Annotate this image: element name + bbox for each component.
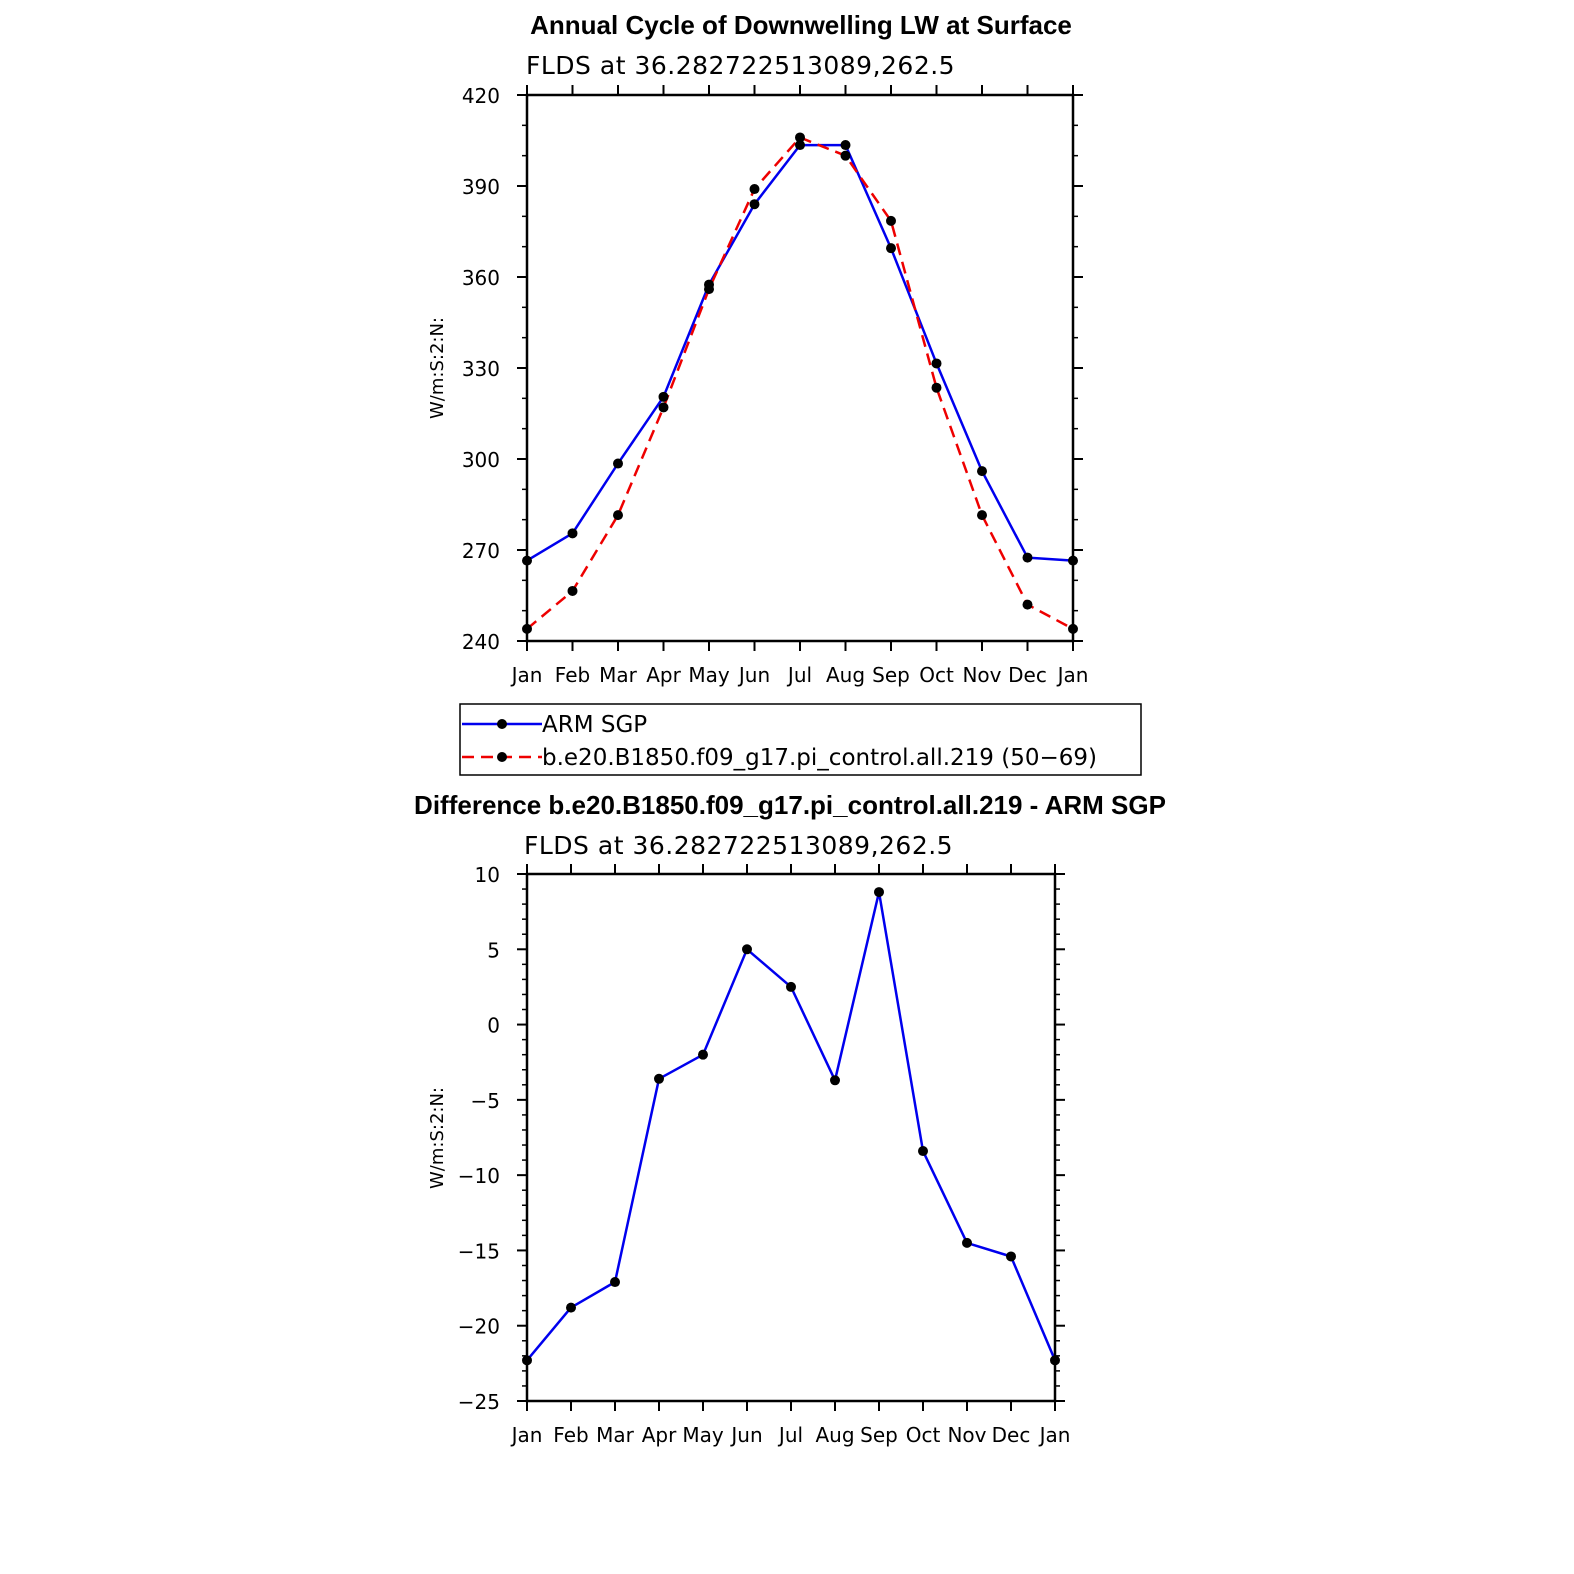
data-point — [1023, 553, 1033, 563]
y-tick-labels — [462, 84, 500, 654]
data-point — [566, 1303, 576, 1313]
data-point — [786, 982, 796, 992]
x-tick-label: Jan — [1039, 1423, 1071, 1447]
y-axis-label: W/m:S:2:N: — [427, 317, 448, 419]
x-tick-label: Nov — [962, 663, 1002, 687]
y-tick-label: −20 — [457, 1314, 500, 1339]
data-point — [704, 284, 714, 294]
chart-subtitle: FLDS at 36.282722513089,262.5 — [524, 831, 954, 860]
legend — [460, 704, 1141, 775]
data-point — [841, 140, 851, 150]
x-tick-label: Jan — [511, 1423, 543, 1447]
x-tick-label: Feb — [553, 1423, 589, 1447]
x-tick-label: Nov — [947, 1423, 987, 1447]
x-tick-label: Mar — [599, 663, 637, 687]
x-tick-label: Sep — [860, 1423, 898, 1447]
data-point — [1023, 600, 1033, 610]
data-point — [932, 383, 942, 393]
data-point — [886, 243, 896, 253]
y-tick-label: −10 — [457, 1164, 500, 1189]
series-group — [522, 887, 1060, 1365]
data-point — [874, 887, 884, 897]
y-tick-labels — [458, 863, 500, 1414]
x-tick-label: Jul — [778, 1423, 804, 1447]
data-point — [742, 944, 752, 954]
y-tick-label: −25 — [457, 1390, 500, 1414]
legend-marker-model — [497, 752, 507, 762]
x-tick-label: Apr — [641, 1423, 677, 1447]
chart-title: Difference b.e20.B1850.f09_g17.pi_control.all.219 - ARM SGP — [414, 790, 1166, 820]
y-tick-label: 5 — [487, 938, 500, 963]
y-tick-label: 330 — [461, 357, 500, 381]
chart-subtitle: FLDS at 36.282722513089,262.5 — [526, 51, 956, 80]
x-tick-label: May — [682, 1423, 724, 1447]
x-tick-label: Jan — [511, 663, 543, 687]
data-point — [568, 528, 578, 538]
data-point — [977, 466, 987, 476]
data-point — [613, 510, 623, 520]
data-point — [841, 151, 851, 161]
x-tick-label: Feb — [554, 663, 591, 687]
data-point — [613, 459, 623, 469]
plot-frame — [527, 874, 1055, 1401]
y-tick-label: 300 — [461, 448, 500, 472]
x-tick-label: Jan — [1057, 663, 1089, 687]
y-tick-label: 240 — [461, 630, 500, 654]
data-point — [750, 199, 760, 209]
series-group — [522, 132, 1078, 633]
x-tick-labels — [510, 663, 1089, 687]
data-point — [962, 1238, 972, 1248]
data-point — [568, 586, 578, 596]
data-point — [918, 1146, 928, 1156]
y-tick-label: 390 — [461, 175, 500, 199]
data-point — [654, 1074, 664, 1084]
legend-marker-arm-sgp — [497, 719, 507, 729]
x-tick-label: Jun — [731, 1423, 763, 1447]
y-tick-label: 360 — [461, 266, 500, 290]
y-tick-label: −5 — [470, 1088, 500, 1113]
data-point — [750, 184, 760, 194]
data-point — [932, 358, 942, 368]
x-tick-label: Mar — [596, 1423, 634, 1447]
x-tick-label: Oct — [919, 663, 954, 687]
x-tick-label: Dec — [1008, 663, 1047, 687]
y-tick-label: 420 — [461, 84, 500, 108]
data-point — [886, 216, 896, 226]
x-tick-label: Oct — [905, 1423, 941, 1447]
annual-cycle-chart — [427, 10, 1088, 687]
x-tick-label: Aug — [815, 1423, 855, 1447]
data-point — [977, 510, 987, 520]
data-point — [1006, 1251, 1016, 1261]
series-line-1 — [527, 138, 1073, 629]
data-point — [659, 392, 669, 402]
tick-marks — [517, 864, 1065, 1411]
x-tick-label: Apr — [646, 663, 681, 687]
x-tick-label: Sep — [872, 663, 910, 687]
difference-chart — [414, 790, 1166, 1447]
y-axis-label: W/m:S:2:N: — [427, 1087, 448, 1189]
series-line-0 — [527, 892, 1055, 1360]
series-line-0 — [527, 145, 1073, 560]
data-point — [795, 132, 805, 142]
data-point — [698, 1050, 708, 1060]
plot-frame — [527, 95, 1073, 641]
x-tick-label: Jul — [787, 663, 813, 687]
y-tick-label: −15 — [457, 1239, 500, 1264]
y-tick-label: 0 — [487, 1013, 500, 1038]
legend-label-model: b.e20.B1850.f09_g17.pi_control.all.219 (50−69) — [542, 745, 1097, 771]
x-tick-label: Jun — [738, 663, 771, 687]
x-tick-label: May — [688, 663, 730, 687]
legend-label-arm-sgp: ARM SGP — [542, 712, 648, 738]
tick-marks — [517, 85, 1083, 651]
x-tick-label: Dec — [991, 1423, 1031, 1447]
data-point — [610, 1277, 620, 1287]
y-tick-label: 270 — [461, 539, 500, 563]
chart-title: Annual Cycle of Downwelling LW at Surface — [530, 10, 1072, 40]
x-tick-labels — [510, 1423, 1071, 1447]
x-tick-label: Aug — [825, 663, 866, 687]
data-point — [659, 402, 669, 412]
y-tick-label: 10 — [474, 863, 500, 887]
data-point — [830, 1075, 840, 1085]
